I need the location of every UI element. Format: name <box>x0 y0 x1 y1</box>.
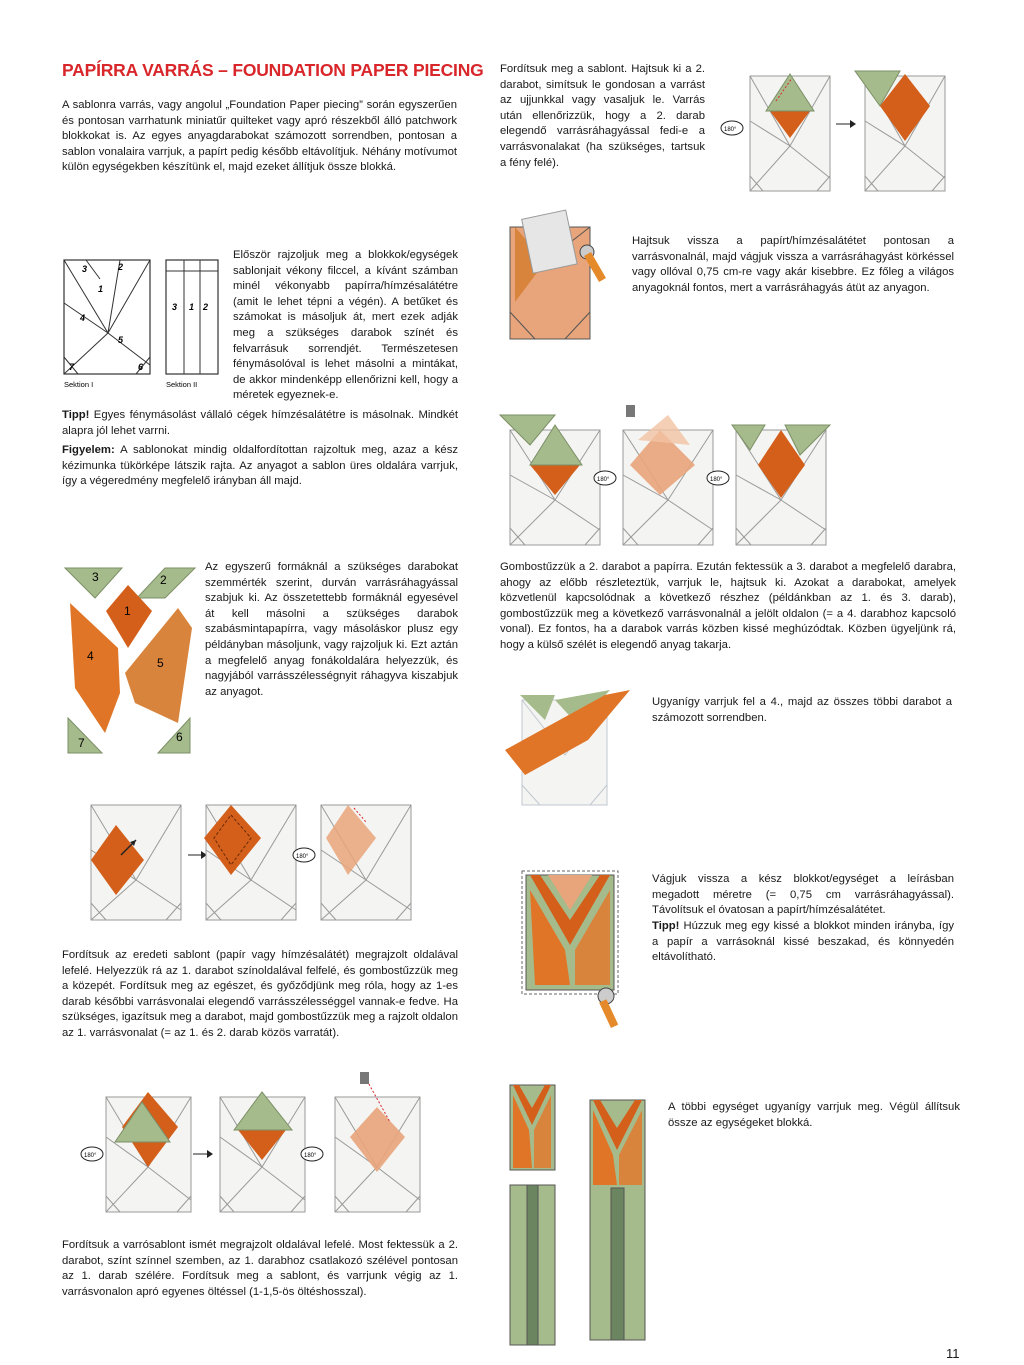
svg-text:180°: 180° <box>597 477 610 483</box>
unit-separate <box>510 1085 555 1345</box>
template-step-c <box>321 805 411 920</box>
page-number: 11 <box>946 1346 960 1361</box>
step-draw-paragraph: Először rajzoljuk meg a blokkok/egységek sablonjait vékony filccel, a kívánt számban minél vékonyabb papírra/hímzésalátétre (amit le lehet tépni a végén). A betűket és számokat is másoljuk át, mert ezek adják meg a szükséges darabok színét és felvarrásuk sorrendjét. Természetesen fénymásolóval is lehet másolni a mintákat, de akkor mindenképp ellenőrizni kell, hogy a méretek egyeznek-e. <box>233 249 458 402</box>
template-step-a <box>91 805 181 920</box>
svg-text:180°: 180° <box>304 1153 317 1159</box>
svg-text:180°: 180° <box>724 127 737 133</box>
step-final-paragraph: Vágjuk vissza a kész blokkot/egységet a leírásban megadott méretre (= 0,75 cm varrásráhagyással). Távolítsuk el óvatosan a papírt/hímzésalátétet. <box>652 873 954 917</box>
piece-number: 1 <box>98 284 104 294</box>
tipp-paragraph: Tipp! Egyes fénymásolást vállaló cégek hímzésalátétre is másolnak. Mindkét alapra jól lehet varrni. <box>62 409 458 437</box>
template-step-a <box>106 1092 191 1212</box>
rotate-180-icon <box>594 471 616 485</box>
template-step-b <box>204 805 296 920</box>
section-label: Sektion I <box>64 380 94 389</box>
template-step-b <box>623 415 713 545</box>
tipp2-label: Tipp! <box>652 920 680 932</box>
page-title: PAPÍRRA VARRÁS – FOUNDATION PAPER PIECING <box>62 60 484 80</box>
svg-text:180°: 180° <box>84 1153 97 1159</box>
svg-text:2: 2 <box>160 573 167 587</box>
figyelem-label: Figyelem: <box>62 444 115 456</box>
template-step-c <box>335 1077 420 1212</box>
rotate-180-icon <box>81 1147 103 1161</box>
sew-piece4-figure <box>500 685 640 810</box>
rotate-180-icon <box>293 848 315 862</box>
piece-number: 2 <box>118 262 124 272</box>
piece-number: 3 <box>172 302 178 312</box>
step-flip-paragraph: Fordítsuk meg a sablont. Hajtsuk ki a 2. darabot, simítsuk le gondosan a varrást az ujjunkkal vagy vasaljuk le. Varrás után ellenőrizzük, hogy a 2. darab elegendő varrásráhagyással fedi-e a varrásvonalakat (ha szükséges, tartsuk a fény felé). <box>500 63 705 169</box>
tipp2-paragraph: Tipp! Húzzuk meg egy kissé a blokkot minden irányba, így a papír a varrásoknál kissé beszakad, és könnyedén eltávolítható. <box>652 920 954 964</box>
svg-text:4: 4 <box>87 649 94 663</box>
pin-piece3-figure <box>500 400 840 550</box>
flip-piece2-figure <box>720 66 960 196</box>
template-step-a <box>750 74 830 191</box>
finished-block-figure <box>520 870 640 1030</box>
step-assemble-paragraph: A többi egységet ugyanígy varrjuk meg. Végül állítsuk össze az egységeket blokká. <box>668 1101 960 1129</box>
cut-pieces-figure <box>60 563 200 758</box>
sewing-foot-icon <box>360 1072 369 1084</box>
trim-allowance-figure <box>505 212 615 342</box>
piece-number: 4 <box>80 313 86 323</box>
arrow-icon <box>836 120 856 128</box>
tipp-label: Tipp! <box>62 409 90 421</box>
svg-text:3: 3 <box>92 570 99 584</box>
arrow-icon <box>188 851 207 859</box>
svg-text:7: 7 <box>78 736 85 750</box>
piece-number: 3 <box>82 264 88 274</box>
rotate-180-icon <box>721 121 743 135</box>
svg-text:180°: 180° <box>710 477 723 483</box>
step-pin-paragraph: Gombostűzzük a 2. darabot a papírra. Ezután fektessük a 3. darabot a megfelelő darabra, ahogy az előbb részleteztük, varrjuk le, hajtsuk ki. Azokat a darabokat, amelyek közvetlenül kapcsolódnak a következő részhez (példánkban az 1. és 3. darab), gombostűzzük meg a következő varrásvonalnál a jelölt oldalon (= a 4. darabhoz kapcsoló vonal). Ez fontos, ha a darabok varrás közben kissé meghúzódtak. Közben ügyeljünk rá, hogy a külső szélét is elegendő anyag takarja. <box>500 561 956 651</box>
piece-number: 7 <box>69 362 75 372</box>
step-sew1-paragraph: Fordítsuk a varrósablont ismét megrajzolt oldalával lefelé. Most fektessük a 2. darabot, színt színnel szemben, az 1. darabhoz csatlakozó szélével pontosan az 1. darab szélére. Fordítsuk meg a sablont, és varrjunk végig az 1. varrásvonalon apró egyenes öltéssel (1-1,5-ös öltéshosszal). <box>62 1239 458 1298</box>
assembled-units-figure <box>505 1080 655 1350</box>
figyelem-paragraph: Figyelem: A sablonokat mindig oldalfordítottan rajzoltuk meg, azaz a kész kézimunka tükörképe látszik rajta. Az anyagot a sablon üres oldalára varrjuk, így a végeredmény megfelelő irányban áll majd. <box>62 444 458 488</box>
piece-number: 5 <box>118 335 124 345</box>
intro-paragraph: A sablonra varrás, vagy angolul „Foundation Paper piecing” során egyszerűen és pontosan varrhatunk miniatűr quilteket vagy apró részekből álló patchwork blokkokat is. Az egyes anyagdarabokat számozott sorrendben, pontosan a sablon vonalaira varrjuk, a papírt pedig később eltávolítjuk. Néhány motívumot külön egységekben készítünk el, majd ezeket állítjuk össze blokká. <box>62 99 457 174</box>
template-step-c <box>732 425 830 545</box>
piece-number: 6 <box>138 362 144 372</box>
template-step-b <box>855 71 945 191</box>
piece-number: 2 <box>203 302 209 312</box>
step-trim-paragraph: Hajtsuk vissza a papírt/hímzésalátétet pontosan a varrásvonalnál, majd vágjuk vissza a varrásráhagyást körkéssel vagy ollóval 0,75 cm-re vagy akár kisebbre. Ez főleg a világos anyagoknál fontos, mert a varrásráhagyás átüt az anyagon. <box>632 235 954 294</box>
rotate-180-icon <box>301 1147 323 1161</box>
step-cut-paragraph: Az egyszerű formáknál a szükséges darabokat szemmérték szerint, durván varrásráhagyással szabjuk ki. Az összetettebb formáknál egyesével át kell másolni a szükséges darabok szabásmintapapírra, vagy másoláskor plusz egy példányban másoljunk, vagy rajzoljuk ki. Ezt aztán a megfelelő anyag fonákoldalára helyezzük, és nagyjából varrásszélességnyit ráhagyva kiszabjuk az anyagot. <box>205 561 458 698</box>
sewing-foot-icon <box>626 405 635 417</box>
section-label: Sektion II <box>166 380 198 389</box>
place-piece-figure <box>86 800 416 925</box>
rotate-180-icon <box>707 471 729 485</box>
svg-text:180°: 180° <box>296 854 309 860</box>
svg-text:6: 6 <box>176 730 183 744</box>
arrow-icon <box>193 1150 213 1158</box>
sew-piece2-figure <box>80 1072 420 1217</box>
unit-joined <box>590 1100 645 1340</box>
svg-text:1: 1 <box>124 604 131 618</box>
section-templates-figure <box>56 255 236 395</box>
step-place-paragraph: Fordítsuk az eredeti sablont (papír vagy hímzésalátét) megrajzolt oldalával lefelé. Helyezzük rá az 1. darabot színoldalával felfelé, és gombostűzzük meg a közepét. Fordítsuk meg az egészet, és győződjünk meg róla, hogy az 1-es darab későbbi varrásvonalai elegendő varrásszélességgel vannak-e fedve. Ha szükséges, igazítsuk meg a darabot, majd gombostűzzük meg a rajzolt oldalon az 1. varrásvonalat (= az 1. és 2. darab közös varratát). <box>62 949 458 1039</box>
step-rest-paragraph: Ugyanígy varrjuk fel a 4., majd az összes többi darabot a számozott sorrendben. <box>652 696 952 724</box>
template-step-b <box>220 1092 305 1212</box>
template-step-a <box>500 415 600 545</box>
svg-text:5: 5 <box>157 656 164 670</box>
piece-number: 1 <box>189 302 195 312</box>
